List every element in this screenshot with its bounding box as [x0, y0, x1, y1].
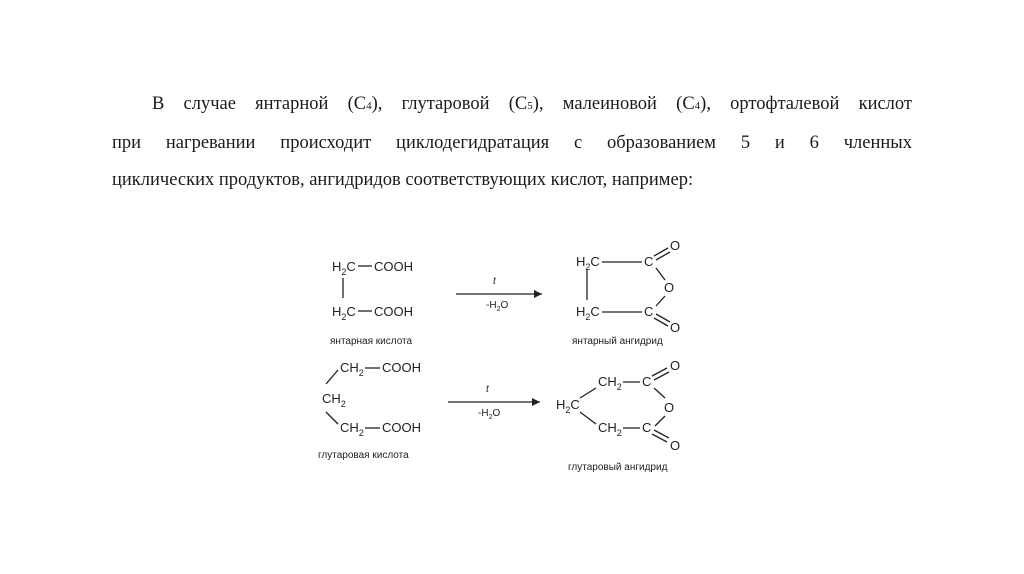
atom-label: $H_2C$ — [556, 397, 580, 415]
succinic-anhydride-structure — [572, 238, 680, 347]
text-fragment: ), ортофталевой кислот — [700, 94, 912, 114]
bond — [654, 388, 665, 398]
condition-label: $-H_2O$ — [486, 300, 509, 313]
subscript: 4 — [694, 100, 701, 112]
compound-name: янтарная кислота — [330, 336, 413, 347]
subscript: 5 — [527, 100, 533, 112]
compound-name: глутаровый ангидрид — [568, 462, 668, 473]
atom-label: O — [670, 358, 681, 373]
subscript: 4 — [366, 100, 372, 112]
atom-label: $CH_2$ — [340, 420, 364, 438]
cooh-group: COOH — [382, 360, 421, 375]
bond — [655, 416, 665, 426]
atom-label: $CH_2$ — [598, 420, 622, 438]
atom-label: $H_2C$ — [332, 259, 356, 277]
cooh-group: COOH — [374, 304, 413, 319]
atom-label: $CH_2$ — [340, 360, 364, 378]
bond — [580, 412, 596, 424]
succinic-acid-structure — [330, 259, 413, 347]
text-fragment: ), глутаровой (С — [371, 94, 528, 114]
arrowhead — [534, 290, 542, 298]
atom-label: C — [642, 374, 652, 389]
atom-label: C — [644, 304, 654, 319]
bond — [326, 412, 338, 424]
condition-label: t — [486, 384, 489, 395]
paragraph-line-3: циклических продуктов, ангидридов соответствующих кислот, например: — [112, 170, 694, 190]
paragraph-line-1 — [112, 86, 912, 125]
atom-label: O — [670, 320, 681, 335]
body-paragraph — [112, 86, 912, 199]
reaction-arrow-1 — [456, 276, 542, 313]
cooh-group: COOH — [382, 420, 421, 435]
arrowhead — [532, 398, 540, 406]
atom-label: $CH_2$ — [322, 391, 346, 409]
atom-label: O — [664, 280, 675, 295]
atom-label: C — [642, 420, 652, 435]
bond — [326, 370, 338, 384]
glutaric-acid-structure — [318, 360, 421, 461]
compound-name: глутаровая кислота — [318, 450, 409, 461]
bond — [656, 268, 665, 280]
condition-label: $-H_2O$ — [478, 408, 501, 421]
cooh-group: COOH — [374, 259, 413, 274]
reaction-scheme — [310, 232, 730, 492]
condition-label: t — [493, 276, 496, 287]
glutaric-anhydride-structure — [556, 358, 680, 473]
atom-label: $H_2C$ — [576, 304, 600, 322]
reaction-arrow-2 — [448, 384, 540, 421]
atom-label: O — [670, 238, 681, 253]
paragraph-line-2: при нагревании происходит циклодегидратация с образованием 5 и 6 членных — [112, 133, 912, 153]
bond — [580, 388, 596, 398]
atom-label: $H_2C$ — [576, 254, 600, 272]
atom-label: O — [670, 438, 681, 453]
atom-label: $H_2C$ — [332, 304, 356, 322]
text-fragment: ), малеиновой (С — [532, 94, 695, 114]
reaction-scheme-svg — [310, 232, 730, 492]
text-fragment: В случае янтарной (С — [152, 94, 367, 114]
atom-label: C — [644, 254, 654, 269]
bond — [656, 296, 665, 306]
atom-label: $CH_2$ — [598, 374, 622, 392]
compound-name: янтарный ангидрид — [572, 336, 663, 347]
atom-label: O — [664, 400, 675, 415]
